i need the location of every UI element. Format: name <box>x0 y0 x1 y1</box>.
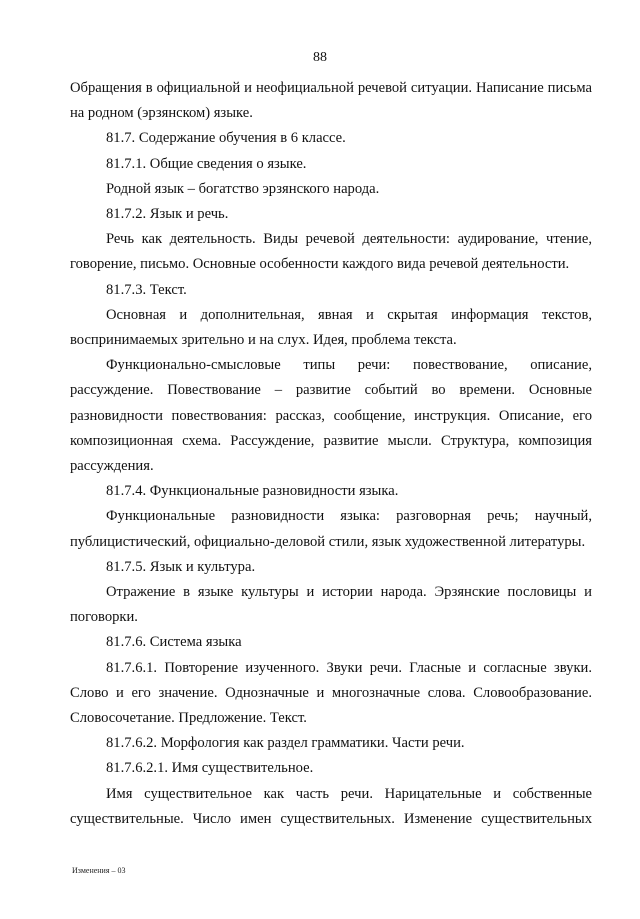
paragraph: Речь как деятельность. Виды речевой деятельности: аудирование, чтение, говорение, письмо. Основные особенности каждого вида речевой деятельности. <box>70 231 592 273</box>
section-heading: 81.7.5. Язык и культура. <box>106 558 256 575</box>
section-heading: 81.7.4. Функциональные разновидности языка. <box>106 483 399 500</box>
paragraph: Функциональные разновидности языка: разговорная речь; научный, публицистический, официально-деловой стили, язык художественной литературы. <box>70 508 592 550</box>
paragraph: Имя существительное как часть речи. Нарицательные и собственные существительные. Число имен существительных. Изменение существительных <box>70 785 592 827</box>
paragraph: 81.7.6.1. Повторение изученного. Звуки речи. Гласные и согласные звуки. Слово и его значение. Однозначные и многозначные слова. Словообразование. Словосочетание. Предложение. Текст. <box>70 659 592 727</box>
paragraph: Функционально-смысловые типы речи: повествование, описание, рассуждение. Повествование – развитие событий во времени. Основные разновидности повествования: рассказ, сообщение, инструкция. Описание, его композиционная схема. Рассуждение, развитие мысли. Структура, композиция рассуждения. <box>70 357 592 475</box>
paragraph: Основная и дополнительная, явная и скрытая информация текстов, воспринимаемых зрительно и на слух. Идея, проблема текста. <box>70 306 592 349</box>
section-heading: 81.7.6.2.1. Имя существительное. <box>106 760 314 777</box>
section-heading: 81.7.3. Текст. <box>106 281 187 298</box>
body-text <box>70 76 592 832</box>
paragraph: Родной язык – богатство эрзянского народа. <box>106 180 380 197</box>
paragraph: Обращения в официальной и неофициальной речевой ситуации. Написание письма на родном (эрзянском) языке. <box>70 80 592 122</box>
section-heading: 81.7.2. Язык и речь. <box>106 206 229 223</box>
section-heading: 81.7.6.2. Морфология как раздел грамматики. Части речи. <box>106 735 465 752</box>
paragraph: Отражение в языке культуры и истории народа. Эрзянские пословицы и поговорки. <box>70 584 592 626</box>
page-number: 88 <box>313 50 327 65</box>
section-heading: 81.7.6. Система языка <box>106 634 242 651</box>
footer-revision-note: Изменения – 03 <box>72 866 126 875</box>
section-heading: 81.7. Содержание обучения в 6 классе. <box>106 130 346 147</box>
section-heading: 81.7.1. Общие сведения о языке. <box>106 155 307 172</box>
